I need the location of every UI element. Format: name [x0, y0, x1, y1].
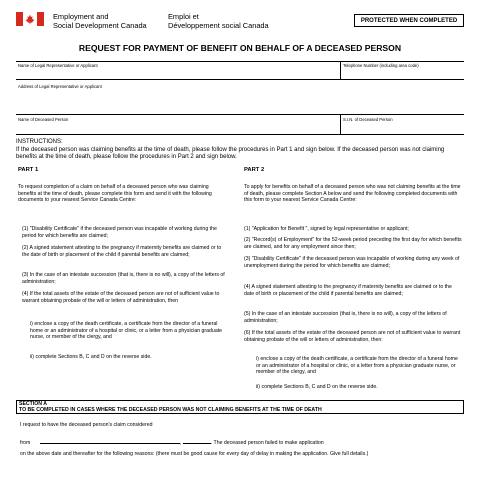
instructions-text: If the deceased person was claiming benefits at the time of death, please follow the procedures in Part 1 and sign below. If the deceased person was not claiming benefits at the time of death, please follow the procedures in Part 2 and sign below.: [16, 146, 445, 161]
form-title: REQUEST FOR PAYMENT OF BENEFIT ON BEHALF OF A DECEASED PERSON: [78, 43, 402, 53]
part1-item-2: (2) A signed statement attesting to the pregnancy if maternity benefits are claimed or to the date of birth or placement of the child if parental benefits are claimed;: [22, 245, 222, 258]
section-a-line3: on the above date and thereafter for the following reasons: (there must be good cause for every day of delay in making the application. Give full details.): [20, 451, 369, 457]
part2-sub-i: i) enclose a copy of the death certificate, a certificate from the director of a funeral home or an administrator of a hospital or clinic, or a letter from a physician graduate nurse, or member of the clergy, and: [256, 356, 458, 376]
divider: [16, 61, 464, 62]
dept-en-line1: Employment and: [53, 12, 109, 21]
department-name-french: [168, 12, 269, 30]
divider: [16, 114, 464, 115]
year-field[interactable]: [183, 437, 211, 444]
part1-sub-i: i) enclose a copy of the death certificate, a certificate from the director of a funeral home or an administrator of a hospital or clinic, or a letter from a physician graduate nurse, or member of the clergy, and: [30, 321, 223, 341]
sin-label: S.I.N. of Deceased Person: [343, 117, 393, 122]
rep-name-label: Name of Legal Representative or Applicant: [18, 63, 98, 68]
part2-intro: To apply for benefits on behalf of a deceased person who was not claiming benefits at the time of death, please complete Section A below and send the following completed documents with this form to your nearest Service Canada Centre:: [244, 184, 461, 204]
section-a-header: [16, 400, 464, 414]
phone-field[interactable]: [343, 67, 463, 78]
section-a-title: SECTION A: [19, 401, 48, 407]
deceased-name-field[interactable]: [18, 122, 338, 133]
dept-fr-line1: Emploi et: [168, 12, 199, 21]
part1-item-3: (3) In the case of an intestate succession (that is, there is no will), a copy of the letters of administration;: [22, 272, 225, 285]
from-label: from: [20, 440, 31, 446]
divider: [340, 114, 341, 134]
divider: [16, 79, 464, 80]
part2-heading: PART 2: [244, 167, 265, 173]
part2-item-1: (1) "Application for Benefit ", signed by legal representative or applicant;: [244, 226, 409, 232]
comma: ,: [179, 440, 182, 446]
part2-item-2: (2) "Record(s) of Employment" for the 52-week period preceding the first day for which benefits are claimed, and for any employment since then;: [244, 237, 462, 250]
part1-item-4: (4) If the total assets of the estate of the deceased person are not of sufficient value to warrant obtaining probate of the will or letters of administration, then: [22, 291, 220, 304]
part2-item-5: (5) In the case of an intestate succession (that is, there is no will), a copy of the letters of administration;: [244, 311, 447, 324]
section-a-subtitle: TO BE COMPLETED IN CASES WHERE THE DECEASED PERSON WAS NOT CLAIMING BENEFITS AT THE TIME OF DEATH: [19, 407, 322, 413]
address-field[interactable]: [18, 90, 462, 110]
protected-badge: PROTECTED WHEN COMPLETED: [354, 14, 464, 27]
part2-sub-ii: ii) complete Sections B, C and D on the reverse side.: [256, 384, 378, 390]
part1-sub-ii: ii) complete Sections B, C and D on the reverse side.: [30, 354, 152, 360]
part2-item-4: (4) A signed statement attesting to the pregnancy if maternity benefits are claimed or to the date of birth or placement of the child if parental benefits are claimed;: [244, 284, 452, 297]
divider: [16, 134, 464, 135]
instructions-heading: INSTRUCTIONS:: [16, 139, 63, 145]
part1-item-1: (1) "Disability Certificate" if the deceased person was incapable of working during the period for which benefits are claimed;: [22, 226, 217, 239]
address-label: Address of Legal Representative or Applicant: [18, 84, 102, 89]
sin-field[interactable]: [343, 122, 463, 133]
divider: [340, 61, 341, 79]
dept-fr-line2: Développement social Canada: [168, 21, 269, 30]
rep-name-field[interactable]: [18, 67, 338, 78]
part2-item-6: (6) If the total assets of the estate of the deceased person are not of sufficient value to warrant obtaining probate of the will or letters of administration, then:: [244, 330, 461, 343]
deceased-name-label: Name of Deceased Person: [18, 117, 69, 122]
part2-item-3: (3) "Disability Certificate" if the deceased person was incapable of working during any week of unemployment during the period for which benefits are claimed;: [244, 256, 460, 269]
part1-intro: To request completion of a claim on behalf of a deceased person who was claiming benefits at the time of death, please complete this form and send it with the following documents to your nearest Service Canada Centre:: [18, 184, 212, 204]
part1-heading: PART 1: [18, 167, 39, 173]
section-a-line1: I request to have the deceased person's claim considered: [20, 422, 153, 428]
canada-flag-icon: [16, 12, 44, 26]
phone-label: Telephone Number (including area code): [343, 63, 419, 68]
instructions: [16, 139, 464, 162]
from-date-field[interactable]: [40, 437, 180, 444]
department-name-english: [53, 12, 147, 30]
dept-en-line2: Social Development Canada: [53, 21, 147, 30]
section-a-line2: [20, 437, 324, 447]
failed-text: . The deceased person failed to make application: [210, 440, 324, 446]
